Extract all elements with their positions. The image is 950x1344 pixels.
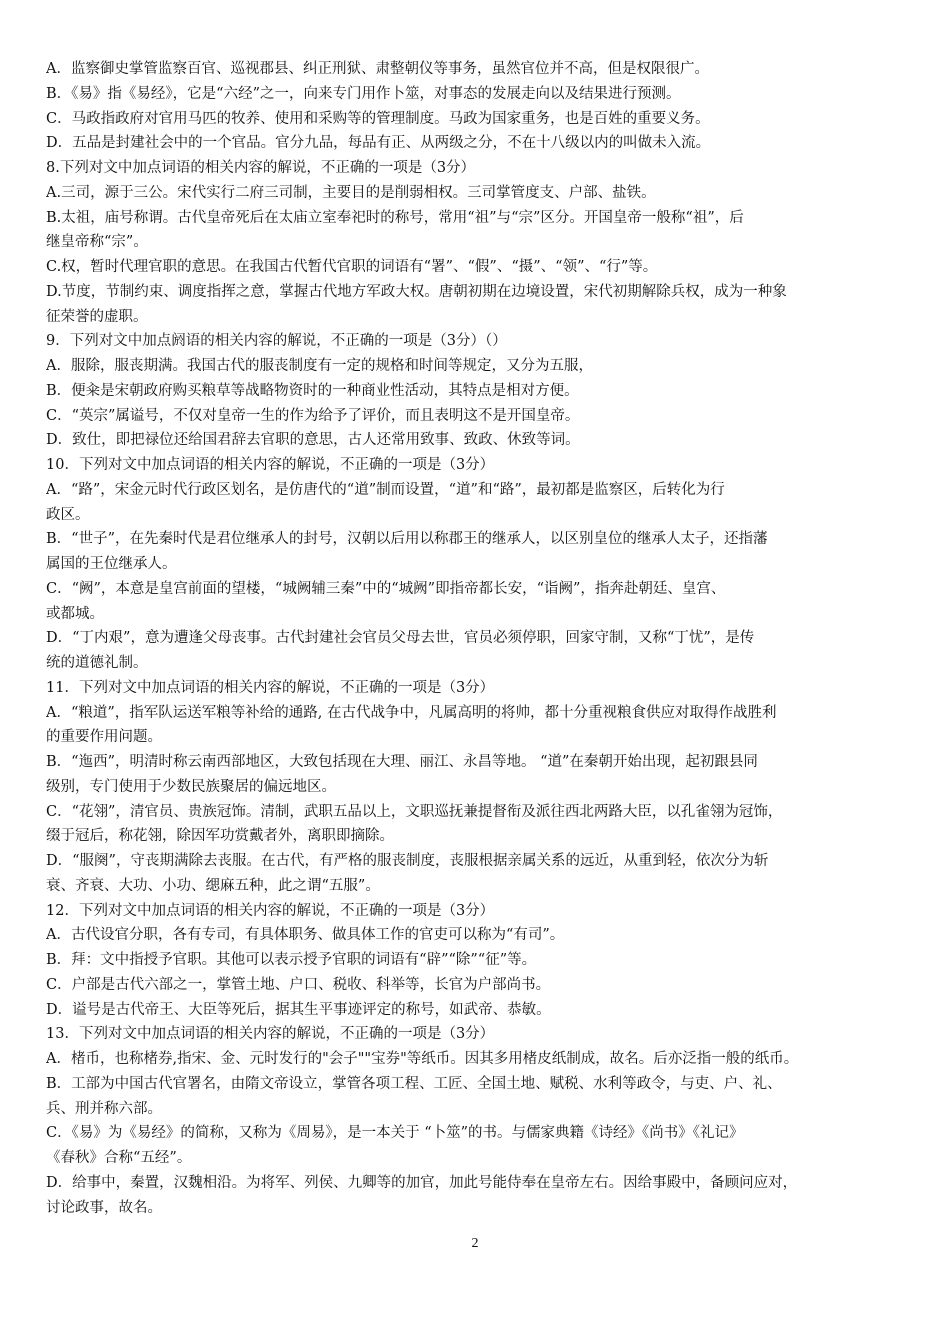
text-line: 级别，专门使用于少数民族聚居的偏远地区。: [46, 778, 336, 795]
text-line: 8.下列对文中加点词语的相关内容的解说，不正确的一项是（3分）: [46, 160, 476, 176]
text-line: D．“丁内艰”，意为遭逢父母丧事。古代封建社会官员父母去世，官员必须停职，回家守制，又称“丁忧”，是传: [46, 630, 755, 647]
text-line: 统的道德礼制。: [46, 655, 148, 671]
document-body: [46, 57, 908, 1220]
text-line: C．马政指政府对官用马匹的牧养、使用和采购等的管理制度。马政为国家重务，也是百姓的重要义务。: [46, 110, 710, 127]
text-line: 政区。: [46, 506, 90, 523]
text-line: D．给事中，秦置，汉魏相沿。为将军、列侯、九卿等的加官，加此号能侍奉在皇帝左右。因给事殿中，备顾问应对，: [46, 1174, 798, 1191]
text-line: B．“迤西”，明清时称云南西部地区，大致包括现在大理、丽江、永昌等地。 “道”在秦朝开始出现，起初跟县同: [46, 754, 758, 770]
text-line: A．“粮道”，指军队运送军粮等补给的通路, 在古代战争中，凡属高明的将帅，都十分重视粮食供应对取得作战胜利: [46, 704, 777, 721]
text-line: B．工部为中国古代官署名，由隋文帝设立，掌管各项工程、工匠、全国土地、赋税、水利等政令，与吏、户、礼、: [46, 1075, 782, 1092]
text-line: 兵、刑并称六部。: [46, 1100, 162, 1117]
text-line: A．楮币，也称楮券,指宋、金、元时发行的"会子""宝券"等纸币。因其多用楮皮纸制成，故名。后亦泛指一般的纸币。: [46, 1051, 799, 1067]
text-line: A．服除，服丧期满。我国古代的服丧制度有一定的规格和时间等规定，又分为五服，: [46, 358, 593, 374]
text-line: D．“服阕”，守丧期满除去丧服。在古代，有严格的服丧制度，丧服根据亲属关系的远近，从重到轻，依次分为斩: [46, 853, 769, 869]
text-line: D．致仕，即把禄位还给国君辞去官职的意思，古人还常用致事、致政、休致等词。: [46, 432, 580, 449]
text-line: B.太祖，庙号称谓。古代皇帝死后在太庙立室奉祀时的称号，常用“祖”与“宗”区分。开国皇帝一般称“祖”，后: [46, 209, 744, 226]
text-line: 衰、齐衰、大功、小功、缌麻五种，此之谓“五服”。: [46, 877, 380, 894]
text-line: 13．下列对文中加点词语的相关内容的解说，不正确的一项是（3分）: [46, 1026, 495, 1043]
text-line: C．“英宗”属谥号，不仅对皇帝一生的作为给予了评价，而且表明这不是开国皇帝。: [46, 407, 580, 424]
text-line: A．“路”，宋金元时代行政区划名，是仿唐代的“道”制而设置，“道”和“路”，最初都是监察区，后转化为行: [46, 481, 725, 498]
text-line: C.权，暂时代理官职的意思。在我国古代暂代官职的词语有“署”、“假”、“摄”、“领”、“行”等。: [46, 259, 658, 275]
text-line: B．“世子”，在先秦时代是君位继承人的封号，汉朝以后用以称郡王的继承人，以区别皇位的继承人太子，还指藩: [46, 531, 768, 548]
text-line: 属国的王位继承人。: [46, 556, 177, 572]
text-line: C．《易》为《易经》的简称，又称为《周易》，是一本关于 “卜筮”的书。与儒家典籍《诗经》《尚书》《礼记》: [46, 1125, 744, 1142]
text-line: B．《易》指《易经》，它是“六经”之一，向来专门用作卜筮，对事态的发展走向以及结果进行预测。: [46, 85, 681, 102]
text-line: 9．下列对文中加点阏语的相关内容的解说，不正确的一项是（3分）（）: [46, 333, 507, 350]
text-line: 12．下列对文中加点词语的相关内容的解说，不正确的一项是（3分）: [46, 902, 495, 919]
text-line: D．谥号是古代帝王、大臣等死后，据其生平事迹评定的称号，如武帝、恭敏。: [46, 1001, 551, 1018]
text-line: 讨论政事，故名。: [46, 1199, 162, 1216]
text-line: A．监察御史掌管监察百官、巡视郡县、纠正刑狱、肃整朝仪等事务，虽然官位并不高，但是权限很广。: [46, 61, 709, 77]
text-line: 的重要作用问题。: [46, 729, 162, 746]
text-line: 征荣誉的虚职。: [46, 308, 148, 325]
page-number: 2: [471, 1236, 479, 1251]
text-line: B．便籴是宋朝政府购买粮草等战略物资时的一种商业性活动，其特点是相对方便。: [46, 382, 579, 399]
text-line: C．户部是古代六部之一，掌管土地、户口、税收、科举等，长官为户部尚书。: [46, 976, 551, 993]
text-line: C．“花翎”，清官员、贵族冠饰。清制，武职五品以上，文职巡抚兼提督衔及派往西北两路大臣，以孔雀翎为冠饰，: [46, 803, 783, 820]
text-line: D.节度，节制约束、调度指挥之意，掌握古代地方军政大权。唐朝初期在边境设置，宋代初期解除兵权，成为一种象: [46, 283, 787, 300]
text-line: C．“阙”，本意是皇宫前面的望楼，“城阙辅三秦”中的“城阙”即指帝都长安，“诣阙”，指奔赴朝廷、皇宫、: [46, 580, 726, 597]
text-line: 缀于冠后，称花翎，除因军功赏戴者外，离职即摘除。: [46, 828, 394, 845]
text-line: 11．下列对文中加点词语的相关内容的解说，不正确的一项是（3分）: [46, 679, 495, 696]
text-line: 10．下列对文中加点词语的相关内容的解说，不正确的一项是（3分）: [46, 457, 495, 473]
text-line: D．五品是封建社会中的一个官品。官分九品，每品有正、从两级之分，不在十八级以内的叫做未入流。: [46, 135, 711, 152]
text-line: A.三司，源于三公。宋代实行二府三司制，主要目的是削弱相权。三司掌管度支、户部、盐铁。: [46, 184, 656, 201]
text-line: B．拜：文中指授予官职。其他可以表示授予官职的词语有“辟”“除”“征”等。: [46, 952, 537, 968]
text-line: 或都城。: [46, 605, 104, 622]
text-line: 继皇帝称“宗”。: [46, 234, 148, 251]
text-line: 《春秋》合称“五经”。: [46, 1150, 192, 1166]
text-line: A．古代设官分职，各有专司，有具体职务、做具体工作的官吏可以称为“有司”。: [46, 927, 565, 944]
